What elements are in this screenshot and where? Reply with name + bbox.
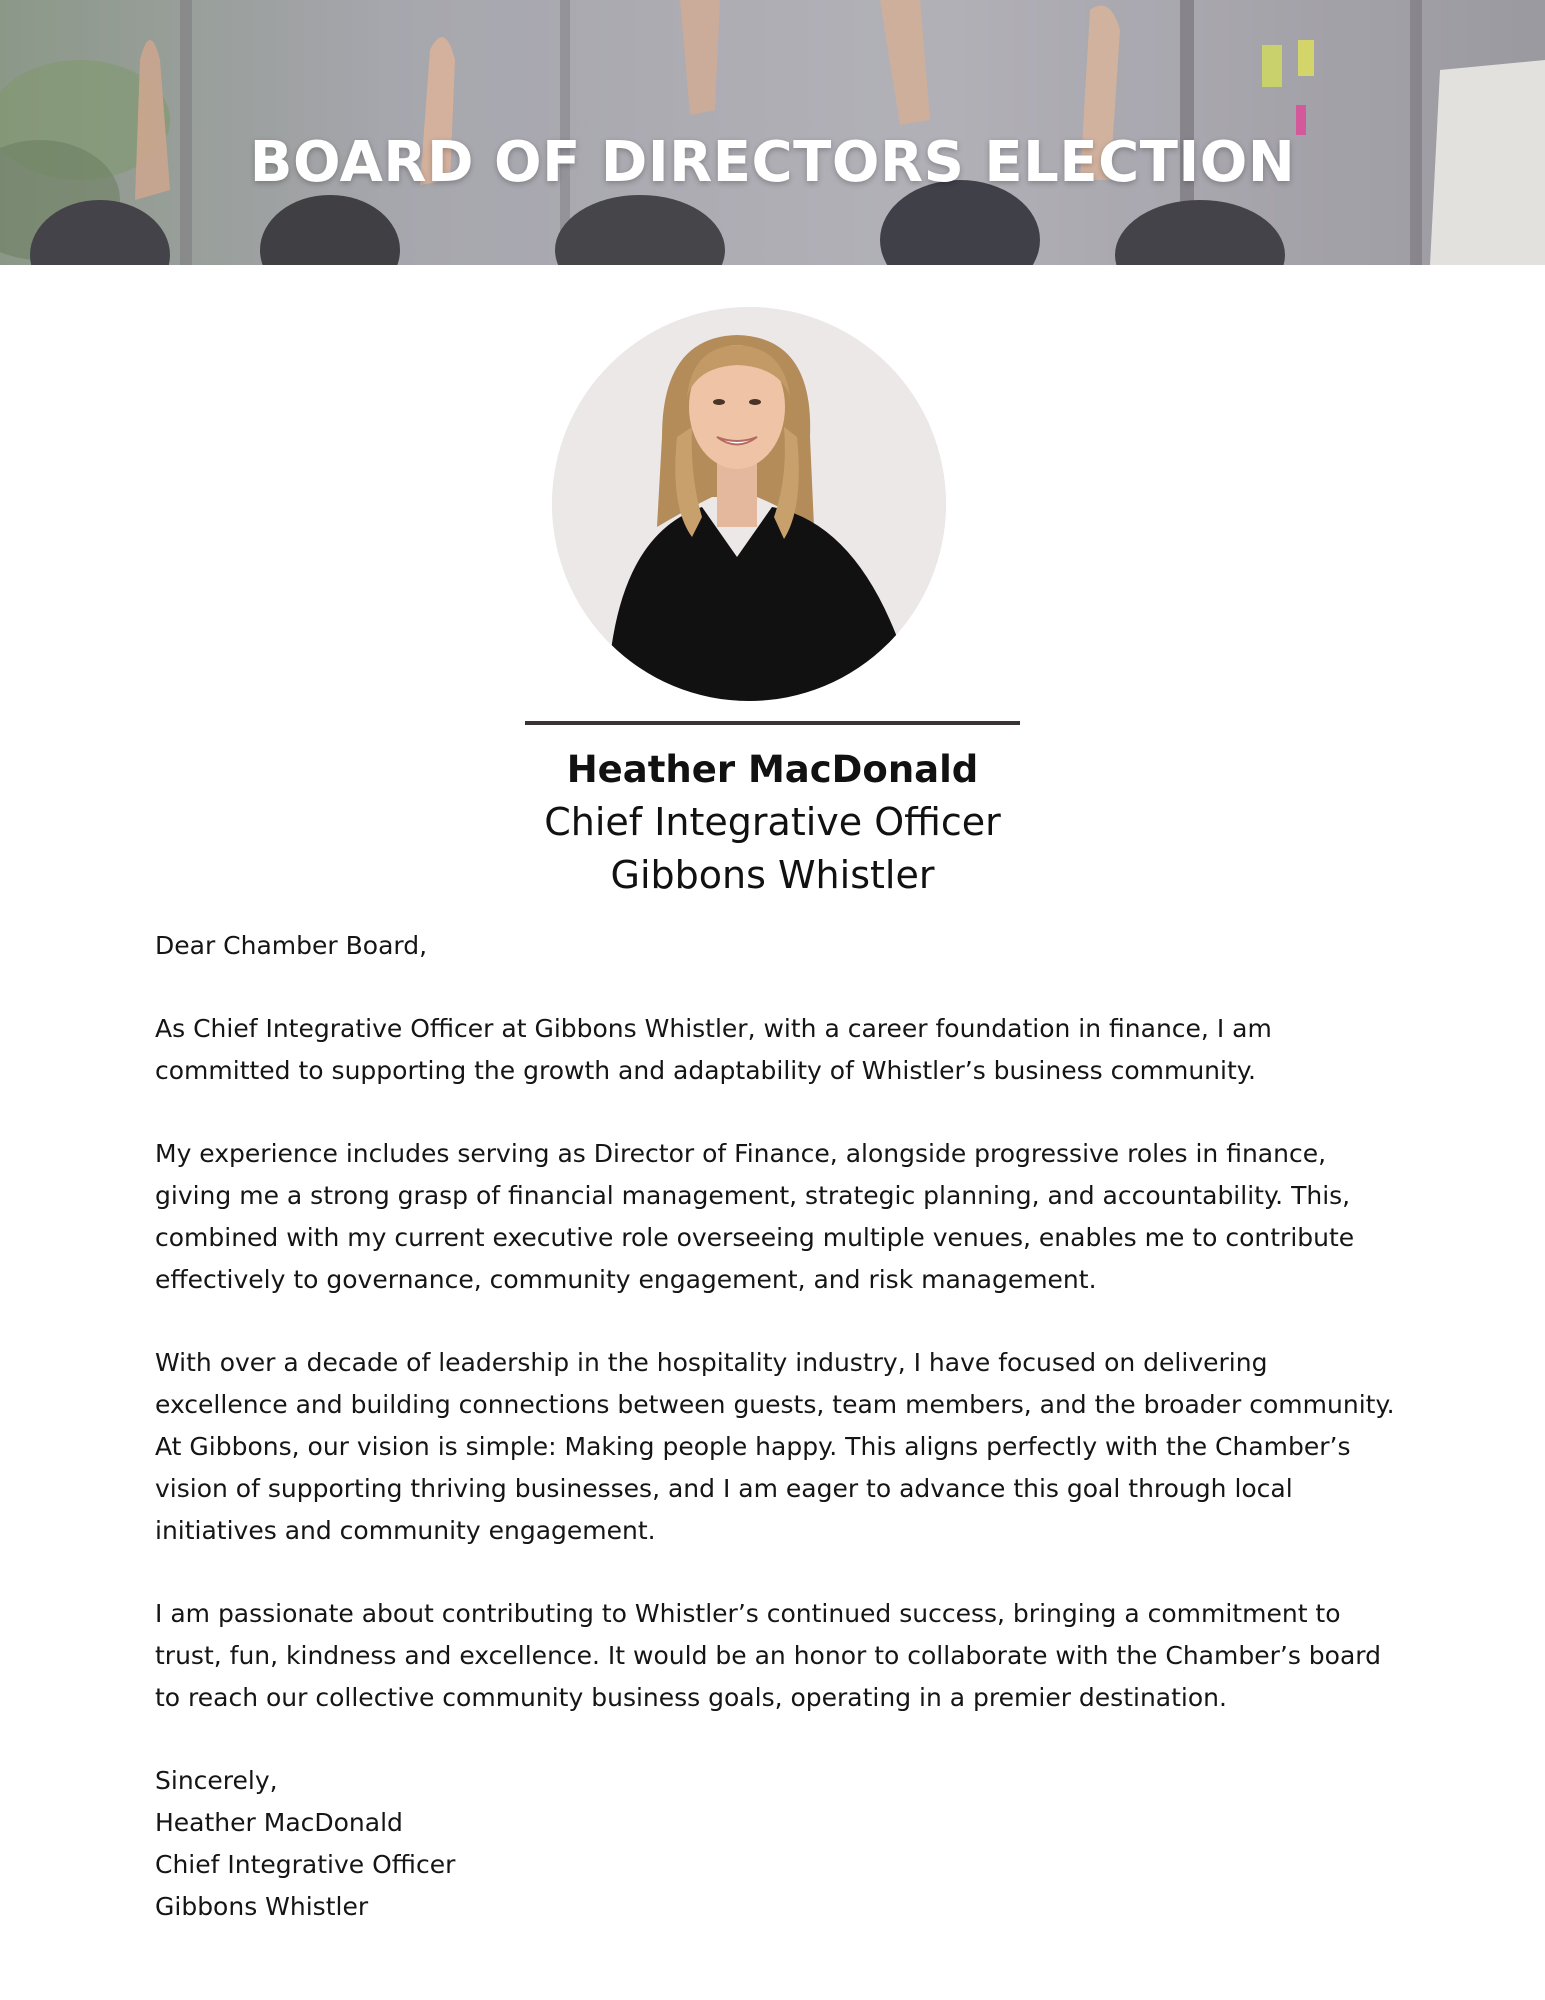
letter-paragraph: With over a decade of leadership in the hospitality industry, I have focused on delivering excellence and building connections between guests, team members, and the broader community. At Gibbons, our vision is simple: Making people happy. This aligns perfectly with the Chamber’s vision of supporting thriving businesses, and I am eager to advance this goal through local initiatives and community engagement. (155, 1348, 1395, 1545)
candidate-info (0, 744, 1545, 902)
closing-name: Heather MacDonald (155, 1808, 403, 1837)
closing-valediction: Sincerely, (155, 1766, 278, 1795)
letter-salutation: Dear Chamber Board, (155, 931, 428, 960)
candidate-name: Heather MacDonald (566, 748, 979, 791)
banner-title: BOARD OF DIRECTORS ELECTION (249, 130, 1296, 195)
letter-paragraph: As Chief Integrative Officer at Gibbons Whistler, with a career foundation in finance, I am committed to supporting the growth and adaptability of Whistler’s business community. (155, 1014, 1272, 1085)
letter-paragraph: My experience includes serving as Director of Finance, alongside progressive roles in finance, giving me a strong grasp of financial management, strategic planning, and accountability. This, combined with my current executive role overseeing multiple venues, enables me to contribute effectively to governance, community engagement, and risk management. (155, 1139, 1355, 1294)
candidate-role: Chief Integrative Officer (544, 800, 1001, 844)
closing-organization: Gibbons Whistler (155, 1892, 369, 1921)
name-divider (525, 721, 1020, 725)
candidate-organization: Gibbons Whistler (610, 853, 935, 897)
header-banner (0, 0, 1545, 265)
letter-body (155, 925, 1395, 1928)
letter-closing (155, 1760, 1395, 1928)
letter-paragraph: I am passionate about contributing to Whistler’s continued success, bringing a commitment to trust, fun, kindness and excellence. It would be an honor to collaborate with the Chamber’s board to reach our collective community business goals, operating in a premier destination. (155, 1599, 1381, 1712)
candidate-photo (552, 307, 946, 701)
portrait-image (552, 307, 946, 701)
closing-role: Chief Integrative Officer (155, 1850, 456, 1879)
